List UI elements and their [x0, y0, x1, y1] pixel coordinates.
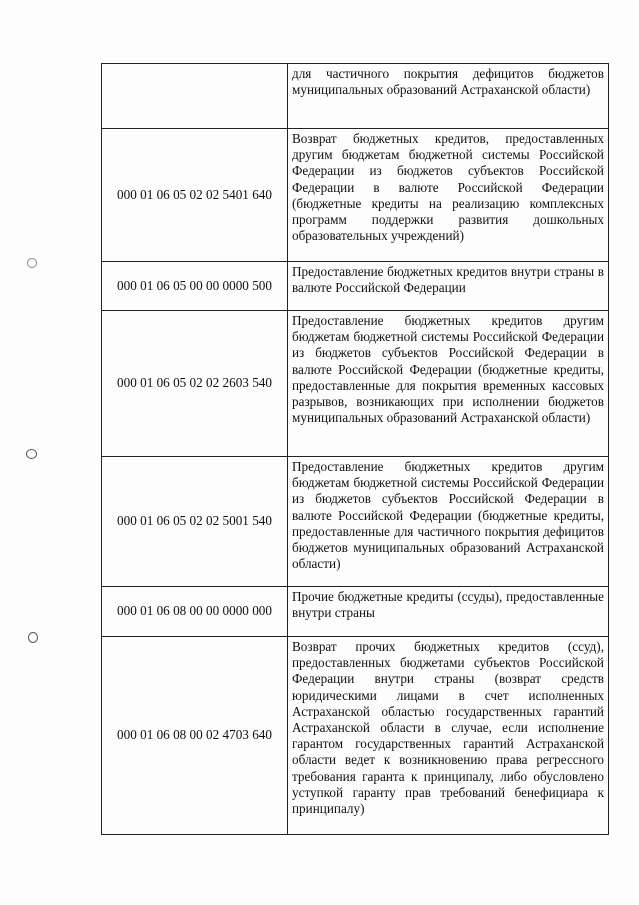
description-cell: для частичного покрытия дефицитов бюджетов муниципальных образований Астраханской области): [288, 64, 609, 129]
table-row: [102, 64, 609, 129]
binder-hole-mark: [26, 449, 37, 459]
description-cell: Возврат прочих бюджетных кредитов (ссуд), предоставленных бюджетами субъектов Российской Федерации внутри страны (возврат средств юридическими лицами в счет исполненных Астраханской областью государственных гарантий Астраханской области в случае, если исполнение гарантом государственных гарантий Астраханской области ведет к возникновению права регрессного требования гаранта к принципалу, либо обусловлено уступкой гаранту прав требований бенефициара к принципалу): [288, 637, 609, 835]
description-cell: Возврат бюджетных кредитов, предоставленных другим бюджетам бюджетной системы Российской Федерации из бюджетов субъектов Российской Федерации в валюте Российской Федерации (бюджетные кредиты на реализацию комплексных программ поддержки развития дошкольных образовательных учреждений): [288, 129, 609, 262]
budget-classification-table: [101, 63, 609, 835]
budget-code-cell: [102, 64, 288, 129]
description-cell: Прочие бюджетные кредиты (ссуды), предоставленные внутри страны: [288, 587, 609, 637]
budget-code-cell: 000 01 06 05 02 02 5001 540: [102, 457, 288, 587]
budget-code-cell: 000 01 06 05 02 02 2603 540: [102, 311, 288, 457]
table-row: [102, 587, 609, 637]
binder-hole-mark: [27, 258, 37, 268]
description-cell: Предоставление бюджетных кредитов внутри страны в валюте Российской Федерации: [288, 262, 609, 311]
budget-code-cell: 000 01 06 05 00 00 0000 500: [102, 262, 288, 311]
description-cell: Предоставление бюджетных кредитов другим бюджетам бюджетной системы Российской Федерации из бюджетов субъектов Российской Федерации в валюте Российской Федерации (бюджетные кредиты, предоставленные для частичного покрытия дефицитов бюджетов муниципальных образований Астраханской области): [288, 457, 609, 587]
budget-code-cell: 000 01 06 08 00 02 4703 640: [102, 637, 288, 835]
table-row: [102, 311, 609, 457]
description-cell: Предоставление бюджетных кредитов другим бюджетам бюджетной системы Российской Федерации из бюджетов субъектов Российской Федерации в валюте Российской Федерации (бюджетные кредиты, предоставленные для покрытия временных кассовых разрывов, возникающих при исполнении бюджетов муниципальных образований Астраханской области): [288, 311, 609, 457]
binder-hole-mark: [28, 632, 38, 643]
table-row: [102, 637, 609, 835]
table-row: [102, 262, 609, 311]
budget-code-cell: 000 01 06 05 02 02 5401 640: [102, 129, 288, 262]
budget-code-cell: 000 01 06 08 00 00 0000 000: [102, 587, 288, 637]
table-row: [102, 457, 609, 587]
table-row: [102, 129, 609, 262]
